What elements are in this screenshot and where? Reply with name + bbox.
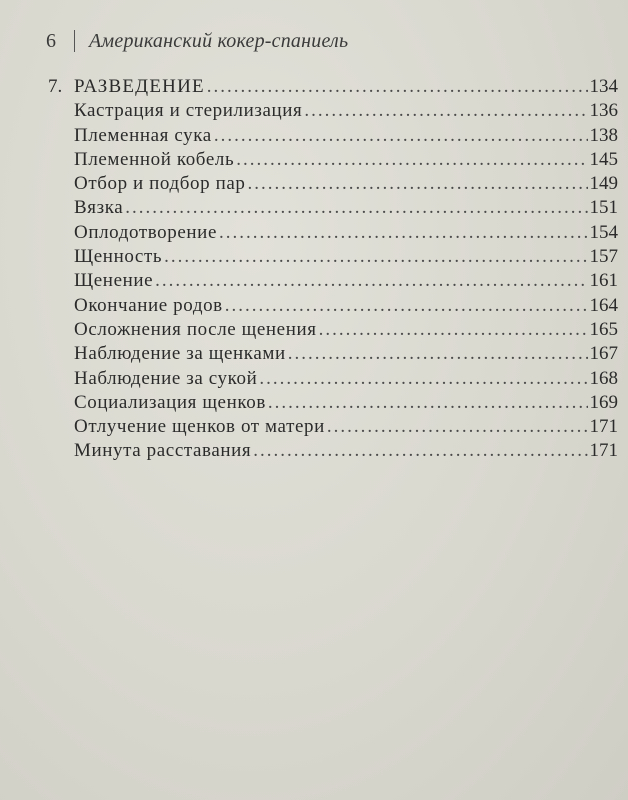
- toc-entry-page: 169: [589, 391, 618, 413]
- toc-entry-page: 149: [589, 173, 618, 195]
- toc-entry: [48, 125, 618, 149]
- dot-leader: [225, 295, 588, 317]
- toc-entry: [48, 343, 618, 367]
- toc-entry-page: 157: [589, 246, 618, 268]
- dot-leader: [164, 246, 587, 268]
- toc-entry-title: Племенная сука: [74, 124, 212, 146]
- toc-entry: [48, 440, 618, 464]
- toc-entry: [48, 319, 618, 343]
- book-title: Американский кокер-спаниель: [89, 29, 349, 52]
- toc-entry-title: Отбор и подбор пар: [74, 173, 246, 195]
- toc-entry-title: Наблюдение за щенками: [74, 343, 286, 365]
- toc-entry-title: Оплодотворение: [74, 221, 217, 243]
- dot-leader: [219, 222, 588, 244]
- dot-leader: [214, 125, 588, 147]
- page-number: 6: [46, 29, 56, 52]
- toc-entry-page: 154: [589, 221, 618, 243]
- toc-entry: [48, 197, 618, 221]
- toc-entry-title: Наблюдение за сукой: [74, 367, 258, 389]
- toc-entry-page: 138: [589, 124, 618, 146]
- toc-entry-title: Осложнения после щенения: [74, 318, 317, 340]
- dot-leader: [253, 440, 587, 462]
- header-divider: [74, 30, 75, 52]
- toc-entry-page: 145: [589, 148, 618, 170]
- toc-entry-page: 171: [589, 416, 618, 438]
- toc-chapter-row: [48, 76, 618, 100]
- toc-entry-title: Окончание родов: [74, 294, 223, 316]
- toc-entry-page: 164: [589, 294, 618, 316]
- toc-entry-page: 151: [589, 197, 618, 219]
- toc-entry: [48, 149, 618, 173]
- toc-entry-title: Социализация щенков: [74, 391, 266, 413]
- toc-entry: [48, 416, 618, 440]
- toc-entry-page: 168: [589, 367, 618, 389]
- dot-leader: [304, 100, 587, 122]
- toc-entry-title: Минута расставания: [74, 440, 252, 462]
- dot-leader: [155, 270, 587, 292]
- toc-entry: [48, 270, 618, 294]
- toc-entry-page: 171: [589, 440, 618, 462]
- dot-leader: [319, 319, 588, 341]
- toc-entry: [48, 392, 618, 416]
- toc-entry-title: Племенной кобель: [74, 148, 235, 170]
- toc-entry: [48, 368, 618, 392]
- dot-leader: [327, 416, 588, 438]
- dot-leader: [125, 197, 587, 219]
- chapter-title: РАЗВЕДЕНИЕ: [74, 76, 205, 97]
- toc-entry-page: 136: [589, 100, 618, 122]
- toc-entry-title: Щенность: [74, 246, 163, 268]
- running-header: [46, 28, 348, 54]
- toc-entry-page: 167: [589, 343, 618, 365]
- toc-entry-title: Кастрация и стерилизация: [74, 100, 303, 122]
- dot-leader: [268, 392, 588, 414]
- dot-leader: [207, 76, 588, 98]
- chapter-number: 7.: [48, 76, 63, 97]
- dot-leader: [247, 173, 587, 195]
- toc-entry-title: Щенение: [74, 270, 154, 292]
- toc-entry: [48, 173, 618, 197]
- dot-leader: [259, 368, 587, 390]
- toc-entry: [48, 100, 618, 124]
- toc-entry: [48, 246, 618, 270]
- toc-entry-page: 161: [589, 270, 618, 292]
- toc-entry-title: Вязка: [74, 197, 124, 219]
- toc-entry-page: 165: [589, 318, 618, 340]
- dot-leader: [236, 149, 587, 171]
- table-of-contents: [48, 76, 618, 465]
- dot-leader: [288, 343, 588, 365]
- chapter-page-number: 134: [589, 76, 618, 97]
- toc-entry: [48, 295, 618, 319]
- toc-entry-title: Отлучение щенков от матери: [74, 416, 325, 438]
- toc-entry: [48, 222, 618, 246]
